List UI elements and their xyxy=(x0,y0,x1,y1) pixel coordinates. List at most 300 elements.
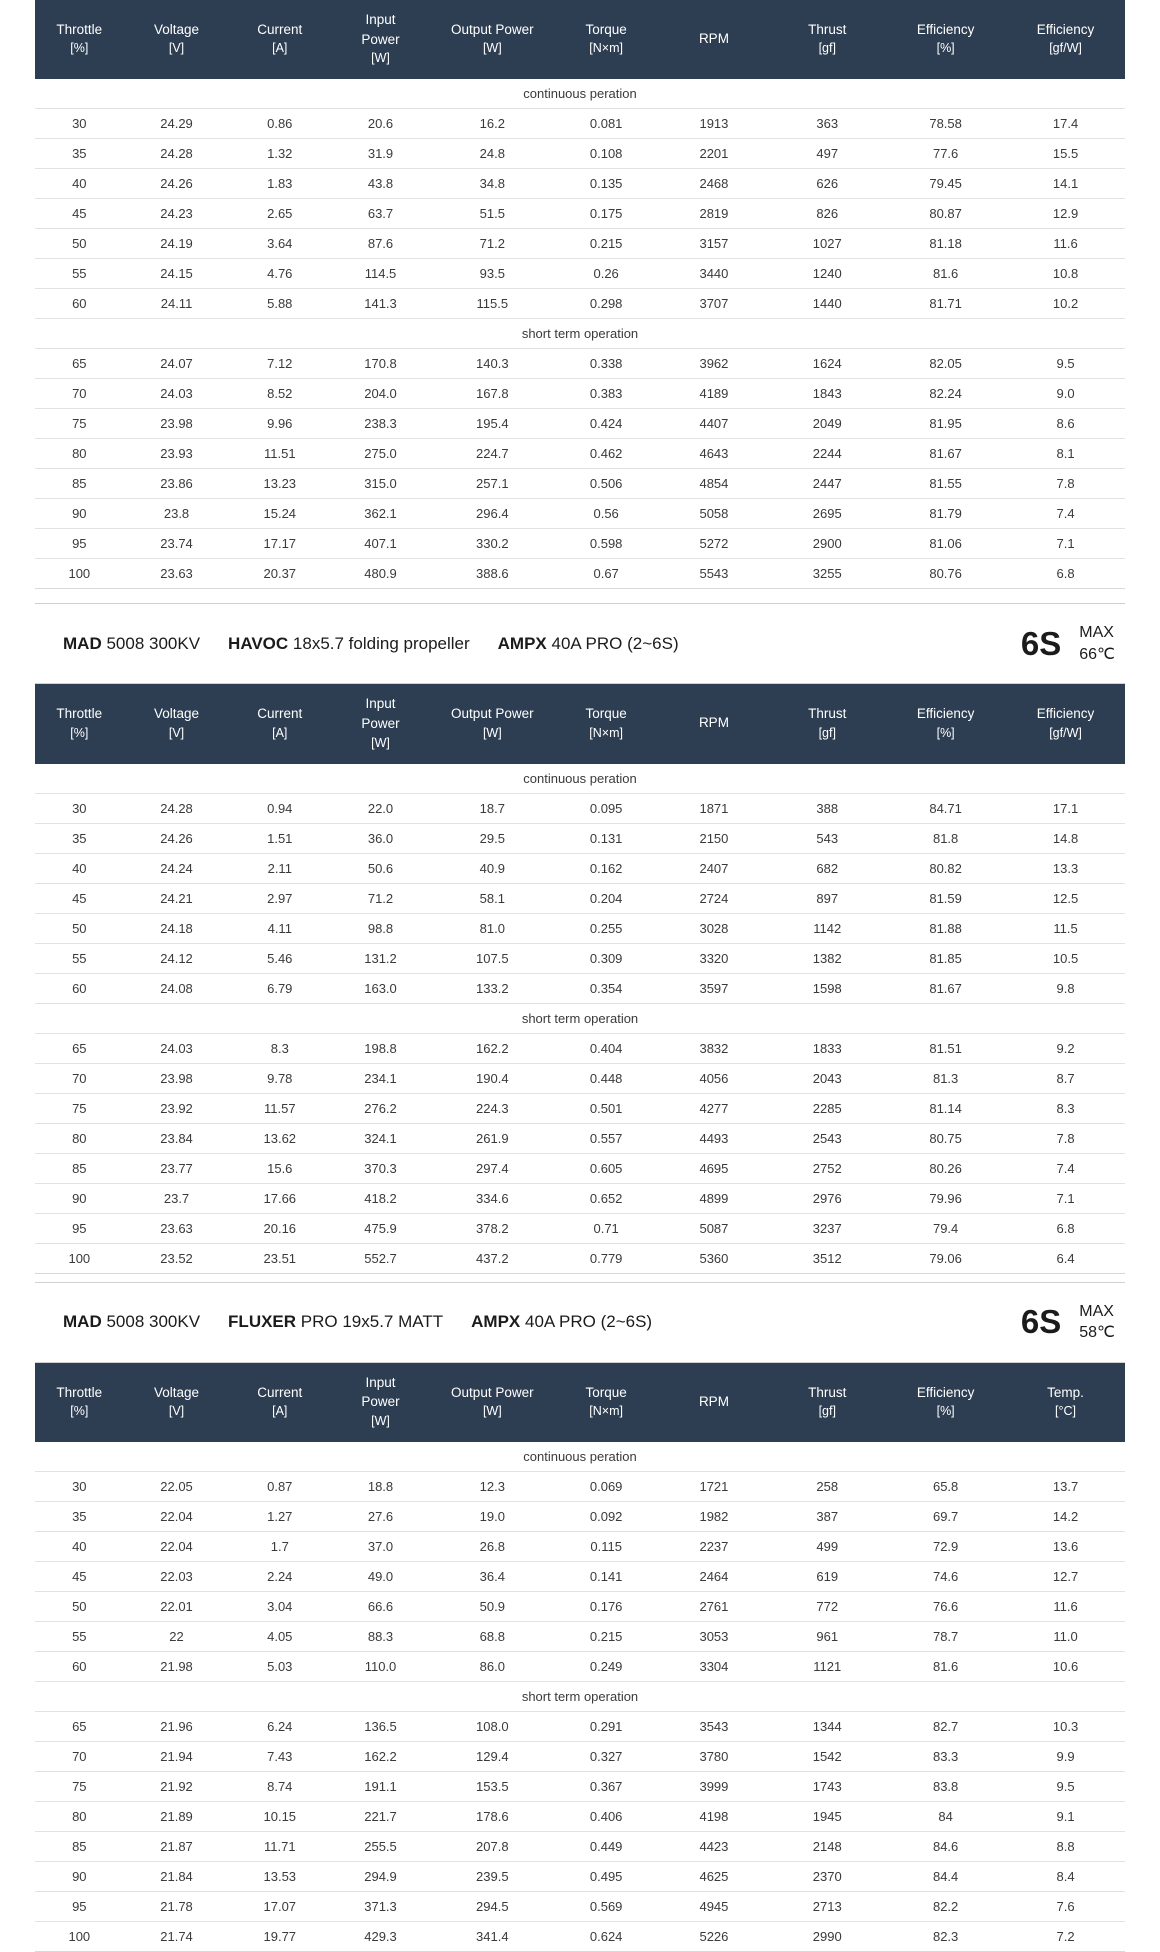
cell-current: 20.16 xyxy=(229,1213,330,1243)
cell-efficiency: 9.0 xyxy=(1006,379,1125,409)
table-row xyxy=(35,109,1125,139)
table-row xyxy=(35,1802,1125,1832)
cell-input-power: 110.0 xyxy=(330,1652,431,1682)
cell-input-power: 221.7 xyxy=(330,1802,431,1832)
table-row xyxy=(35,1892,1125,1922)
cell-efficiency: 81.67 xyxy=(885,973,1006,1003)
cell-output-power: 133.2 xyxy=(431,973,554,1003)
cell-efficiency: 10.5 xyxy=(1006,943,1125,973)
col-throttle: Throttle [%] xyxy=(35,1363,124,1442)
esc-spec xyxy=(498,634,679,654)
table-row xyxy=(35,289,1125,319)
cell-input-power: 131.2 xyxy=(330,943,431,973)
cell-throttle: 85 xyxy=(35,1153,124,1183)
table-row xyxy=(35,883,1125,913)
cell-thrust: 2285 xyxy=(769,1093,885,1123)
table-row xyxy=(35,139,1125,169)
cell-voltage: 24.28 xyxy=(124,139,230,169)
table-row xyxy=(35,349,1125,379)
cell-torque: 0.383 xyxy=(554,379,659,409)
cell-thrust: 3512 xyxy=(769,1243,885,1273)
cell-voltage: 24.03 xyxy=(124,379,230,409)
cell-rpm: 5226 xyxy=(659,1922,770,1952)
esc-brand: AMPX xyxy=(471,1312,521,1332)
cell-input-power: 88.3 xyxy=(330,1622,431,1652)
cell-rpm: 5087 xyxy=(659,1213,770,1243)
table-header-2 xyxy=(35,684,1125,763)
cell-torque: 0.309 xyxy=(554,943,659,973)
cell-torque: 0.095 xyxy=(554,793,659,823)
cell-current: 2.65 xyxy=(229,199,330,229)
section-label: short term operation xyxy=(35,319,1125,349)
table-row xyxy=(35,1243,1125,1273)
cell-throttle: 60 xyxy=(35,1652,124,1682)
cell-voltage: 24.24 xyxy=(124,853,230,883)
cell-efficiency: 81.88 xyxy=(885,913,1006,943)
cell-output-power: 18.7 xyxy=(431,793,554,823)
cell-thrust: 2990 xyxy=(769,1922,885,1952)
col-torque: Torque [N×m] xyxy=(554,0,659,79)
cell-input-power: 255.5 xyxy=(330,1832,431,1862)
table-row xyxy=(35,823,1125,853)
cell-voltage: 21.78 xyxy=(124,1892,230,1922)
cell-output-power: 108.0 xyxy=(431,1712,554,1742)
battery-cells-badge: 6S xyxy=(1020,1303,1062,1341)
cell-input-power: 204.0 xyxy=(330,379,431,409)
cell-efficiency: 81.95 xyxy=(885,409,1006,439)
cell-torque: 0.406 xyxy=(554,1802,659,1832)
cell-thrust: 3255 xyxy=(769,559,885,589)
cell-output-power: 34.8 xyxy=(431,169,554,199)
cell-efficiency: 77.6 xyxy=(885,139,1006,169)
esc-brand: AMPX xyxy=(497,633,547,653)
cell-efficiency: 72.9 xyxy=(885,1532,1006,1562)
cell-rpm: 4189 xyxy=(659,379,770,409)
cell-torque: 0.204 xyxy=(554,883,659,913)
cell-efficiency: 82.24 xyxy=(885,379,1006,409)
cell-output-power: 68.8 xyxy=(431,1622,554,1652)
cell-voltage: 21.84 xyxy=(124,1862,230,1892)
propeller-spec xyxy=(228,634,470,654)
cell-current: 15.24 xyxy=(229,499,330,529)
cell-input-power: 136.5 xyxy=(330,1712,431,1742)
performance-table-block-2 xyxy=(35,684,1125,1273)
cell-rpm: 2468 xyxy=(659,169,770,199)
cell-voltage: 21.74 xyxy=(124,1922,230,1952)
cell-efficiency: 8.7 xyxy=(1006,1063,1125,1093)
cell-current: 13.62 xyxy=(229,1123,330,1153)
cell-current: 13.23 xyxy=(229,469,330,499)
cell-rpm: 4277 xyxy=(659,1093,770,1123)
cell-output-power: 297.4 xyxy=(431,1153,554,1183)
table-row xyxy=(35,1622,1125,1652)
cell-rpm: 5272 xyxy=(659,529,770,559)
cell-input-power: 63.7 xyxy=(330,199,431,229)
propeller-model: PRO 19x5.7 MATT xyxy=(300,1312,444,1332)
cell-efficiency: 11.6 xyxy=(1006,229,1125,259)
cell-current: 8.74 xyxy=(229,1772,330,1802)
cell-torque: 0.327 xyxy=(554,1742,659,1772)
cell-rpm: 3962 xyxy=(659,349,770,379)
cell-rpm: 4625 xyxy=(659,1862,770,1892)
performance-table-3 xyxy=(35,1363,1125,1952)
table-row xyxy=(35,1772,1125,1802)
cell-torque: 0.115 xyxy=(554,1532,659,1562)
table-row xyxy=(35,1213,1125,1243)
cell-temp: 7.6 xyxy=(1006,1892,1125,1922)
cell-thrust: 1121 xyxy=(769,1652,885,1682)
cell-efficiency: 79.45 xyxy=(885,169,1006,199)
cell-voltage: 24.08 xyxy=(124,973,230,1003)
cell-temp: 10.6 xyxy=(1006,1652,1125,1682)
cell-temp: 7.2 xyxy=(1006,1922,1125,1952)
cell-output-power: 178.6 xyxy=(431,1802,554,1832)
table-row xyxy=(35,199,1125,229)
table-row xyxy=(35,973,1125,1003)
cell-efficiency: 7.4 xyxy=(1006,1153,1125,1183)
col-efficiency-pct: Efficiency [%] xyxy=(885,684,1006,763)
table-row xyxy=(35,169,1125,199)
cell-efficiency: 12.9 xyxy=(1006,199,1125,229)
cell-thrust: 2713 xyxy=(769,1892,885,1922)
cell-rpm: 5058 xyxy=(659,499,770,529)
cell-current: 1.83 xyxy=(229,169,330,199)
cell-throttle: 30 xyxy=(35,793,124,823)
battery-cells-badge: 6S xyxy=(1020,624,1062,662)
cell-torque: 0.162 xyxy=(554,853,659,883)
cell-input-power: 163.0 xyxy=(330,973,431,1003)
table-row xyxy=(35,259,1125,289)
cell-voltage: 24.26 xyxy=(124,169,230,199)
col-input-power: Input Power [W] xyxy=(330,684,431,763)
cell-temp: 13.7 xyxy=(1006,1472,1125,1502)
cell-throttle: 90 xyxy=(35,1862,124,1892)
cell-efficiency: 8.6 xyxy=(1006,409,1125,439)
cell-input-power: 480.9 xyxy=(330,559,431,589)
cell-efficiency: 80.26 xyxy=(885,1153,1006,1183)
cell-torque: 0.495 xyxy=(554,1862,659,1892)
cell-input-power: 407.1 xyxy=(330,529,431,559)
cell-current: 4.76 xyxy=(229,259,330,289)
esc-model: 40A PRO (2~6S) xyxy=(524,1312,653,1332)
cell-current: 17.66 xyxy=(229,1183,330,1213)
cell-thrust: 2543 xyxy=(769,1123,885,1153)
cell-input-power: 87.6 xyxy=(330,229,431,259)
cell-torque: 0.215 xyxy=(554,1622,659,1652)
cell-output-power: 378.2 xyxy=(431,1213,554,1243)
table-row xyxy=(35,1183,1125,1213)
header-row xyxy=(35,0,1125,79)
cell-efficiency: 7.1 xyxy=(1006,529,1125,559)
cell-output-power: 36.4 xyxy=(431,1562,554,1592)
cell-input-power: 36.0 xyxy=(330,823,431,853)
cell-throttle: 60 xyxy=(35,973,124,1003)
cell-torque: 0.501 xyxy=(554,1093,659,1123)
cell-efficiency: 81.85 xyxy=(885,943,1006,973)
table-row xyxy=(35,499,1125,529)
cell-efficiency: 80.87 xyxy=(885,199,1006,229)
cell-efficiency: 81.51 xyxy=(885,1033,1006,1063)
cell-efficiency: 82.05 xyxy=(885,349,1006,379)
section-label-row xyxy=(35,319,1125,349)
config-header-1 xyxy=(35,603,1125,684)
cell-output-power: 71.2 xyxy=(431,229,554,259)
cell-input-power: 31.9 xyxy=(330,139,431,169)
cell-thrust: 2900 xyxy=(769,529,885,559)
cell-thrust: 2049 xyxy=(769,409,885,439)
cell-thrust: 1440 xyxy=(769,289,885,319)
cell-voltage: 24.07 xyxy=(124,349,230,379)
table-row xyxy=(35,943,1125,973)
cell-thrust: 2244 xyxy=(769,439,885,469)
cell-throttle: 70 xyxy=(35,1063,124,1093)
table-row xyxy=(35,1033,1125,1063)
cell-torque: 0.605 xyxy=(554,1153,659,1183)
cell-rpm: 4423 xyxy=(659,1832,770,1862)
col-torque: Torque [N×m] xyxy=(554,1363,659,1442)
cell-output-power: 224.3 xyxy=(431,1093,554,1123)
cell-efficiency: 81.8 xyxy=(885,823,1006,853)
cell-input-power: 198.8 xyxy=(330,1033,431,1063)
cell-efficiency: 81.59 xyxy=(885,883,1006,913)
cell-voltage: 24.18 xyxy=(124,913,230,943)
cell-temp: 11.0 xyxy=(1006,1622,1125,1652)
max-temperature xyxy=(1079,622,1125,665)
cell-rpm: 2819 xyxy=(659,199,770,229)
cell-voltage: 23.77 xyxy=(124,1153,230,1183)
cell-voltage: 21.89 xyxy=(124,1802,230,1832)
cell-input-power: 141.3 xyxy=(330,289,431,319)
cell-input-power: 362.1 xyxy=(330,499,431,529)
cell-thrust: 543 xyxy=(769,823,885,853)
cell-voltage: 22.03 xyxy=(124,1562,230,1592)
cell-throttle: 75 xyxy=(35,1093,124,1123)
cell-efficiency: 80.75 xyxy=(885,1123,1006,1153)
cell-rpm: 3157 xyxy=(659,229,770,259)
cell-input-power: 370.3 xyxy=(330,1153,431,1183)
cell-current: 2.97 xyxy=(229,883,330,913)
cell-rpm: 2761 xyxy=(659,1592,770,1622)
cell-output-power: 50.9 xyxy=(431,1592,554,1622)
cell-thrust: 897 xyxy=(769,883,885,913)
cell-rpm: 3597 xyxy=(659,973,770,1003)
cell-output-power: 334.6 xyxy=(431,1183,554,1213)
cell-torque: 0.449 xyxy=(554,1832,659,1862)
cell-rpm: 3543 xyxy=(659,1712,770,1742)
cell-torque: 0.779 xyxy=(554,1243,659,1273)
cell-rpm: 4899 xyxy=(659,1183,770,1213)
section-label-row xyxy=(35,1003,1125,1033)
col-current: Current [A] xyxy=(229,0,330,79)
cell-efficiency: 12.5 xyxy=(1006,883,1125,913)
cell-input-power: 43.8 xyxy=(330,169,431,199)
cell-efficiency: 7.1 xyxy=(1006,1183,1125,1213)
cell-output-power: 195.4 xyxy=(431,409,554,439)
cell-output-power: 190.4 xyxy=(431,1063,554,1093)
cell-rpm: 4493 xyxy=(659,1123,770,1153)
cell-efficiency: 65.8 xyxy=(885,1472,1006,1502)
cell-thrust: 499 xyxy=(769,1532,885,1562)
cell-torque: 0.67 xyxy=(554,559,659,589)
cell-rpm: 4198 xyxy=(659,1802,770,1832)
cell-efficiency: 81.67 xyxy=(885,439,1006,469)
cell-current: 0.86 xyxy=(229,109,330,139)
cell-voltage: 23.93 xyxy=(124,439,230,469)
cell-rpm: 3053 xyxy=(659,1622,770,1652)
table-row xyxy=(35,1832,1125,1862)
max-temp-value: 66℃ xyxy=(1079,645,1115,663)
cell-rpm: 4695 xyxy=(659,1153,770,1183)
cell-efficiency: 81.6 xyxy=(885,259,1006,289)
propeller-model: 18x5.7 folding propeller xyxy=(292,633,470,653)
cell-output-power: 167.8 xyxy=(431,379,554,409)
table-row xyxy=(35,1153,1125,1183)
cell-output-power: 388.6 xyxy=(431,559,554,589)
cell-torque: 0.354 xyxy=(554,973,659,1003)
motor-spec xyxy=(63,634,200,654)
cell-output-power: 294.5 xyxy=(431,1892,554,1922)
cell-current: 0.87 xyxy=(229,1472,330,1502)
table-row xyxy=(35,1123,1125,1153)
cell-throttle: 80 xyxy=(35,1802,124,1832)
cell-thrust: 497 xyxy=(769,139,885,169)
cell-input-power: 66.6 xyxy=(330,1592,431,1622)
cell-temp: 14.2 xyxy=(1006,1502,1125,1532)
cell-throttle: 40 xyxy=(35,169,124,199)
performance-table-block-1 xyxy=(35,0,1125,589)
propeller-brand: FLUXER xyxy=(228,1312,297,1332)
cell-torque: 0.249 xyxy=(554,1652,659,1682)
cell-torque: 0.081 xyxy=(554,109,659,139)
cell-input-power: 162.2 xyxy=(330,1742,431,1772)
col-voltage: Voltage [V] xyxy=(124,684,230,763)
cell-thrust: 2752 xyxy=(769,1153,885,1183)
cell-output-power: 224.7 xyxy=(431,439,554,469)
cell-throttle: 35 xyxy=(35,823,124,853)
cell-output-power: 437.2 xyxy=(431,1243,554,1273)
cell-input-power: 315.0 xyxy=(330,469,431,499)
cell-throttle: 95 xyxy=(35,1892,124,1922)
cell-thrust: 1142 xyxy=(769,913,885,943)
section-label: continuous peration xyxy=(35,764,1125,794)
col-voltage: Voltage [V] xyxy=(124,1363,230,1442)
cell-current: 13.53 xyxy=(229,1862,330,1892)
cell-input-power: 49.0 xyxy=(330,1562,431,1592)
cell-efficiency: 78.58 xyxy=(885,109,1006,139)
cell-rpm: 3707 xyxy=(659,289,770,319)
cell-output-power: 93.5 xyxy=(431,259,554,289)
cell-rpm: 3320 xyxy=(659,943,770,973)
cell-torque: 0.255 xyxy=(554,913,659,943)
cell-efficiency: 8.3 xyxy=(1006,1093,1125,1123)
cell-throttle: 55 xyxy=(35,943,124,973)
cell-output-power: 296.4 xyxy=(431,499,554,529)
cell-efficiency: 84.71 xyxy=(885,793,1006,823)
cell-output-power: 19.0 xyxy=(431,1502,554,1532)
table-row xyxy=(35,1712,1125,1742)
col-thrust: Thrust [gf] xyxy=(769,0,885,79)
header-row xyxy=(35,1363,1125,1442)
cell-throttle: 50 xyxy=(35,913,124,943)
cell-efficiency: 7.8 xyxy=(1006,1123,1125,1153)
table-row xyxy=(35,1922,1125,1952)
cell-input-power: 170.8 xyxy=(330,349,431,379)
cell-efficiency: 76.6 xyxy=(885,1592,1006,1622)
cell-voltage: 23.52 xyxy=(124,1243,230,1273)
cell-output-power: 341.4 xyxy=(431,1922,554,1952)
table-row xyxy=(35,1562,1125,1592)
cell-current: 5.03 xyxy=(229,1652,330,1682)
col-temperature: Temp. [°C] xyxy=(1006,1363,1125,1442)
cell-throttle: 35 xyxy=(35,139,124,169)
table-row xyxy=(35,793,1125,823)
cell-torque: 0.092 xyxy=(554,1502,659,1532)
cell-throttle: 80 xyxy=(35,439,124,469)
table-row xyxy=(35,439,1125,469)
cell-temp: 8.8 xyxy=(1006,1832,1125,1862)
esc-spec xyxy=(471,1312,652,1332)
cell-voltage: 21.94 xyxy=(124,1742,230,1772)
cell-throttle: 65 xyxy=(35,349,124,379)
cell-voltage: 24.21 xyxy=(124,883,230,913)
section-label-row xyxy=(35,79,1125,109)
table-row xyxy=(35,409,1125,439)
cell-current: 11.71 xyxy=(229,1832,330,1862)
cell-throttle: 30 xyxy=(35,1472,124,1502)
cell-efficiency: 79.06 xyxy=(885,1243,1006,1273)
cell-throttle: 60 xyxy=(35,289,124,319)
cell-voltage: 23.8 xyxy=(124,499,230,529)
cell-throttle: 100 xyxy=(35,1243,124,1273)
cell-throttle: 40 xyxy=(35,853,124,883)
cell-voltage: 21.98 xyxy=(124,1652,230,1682)
cell-voltage: 23.84 xyxy=(124,1123,230,1153)
cell-thrust: 1344 xyxy=(769,1712,885,1742)
cell-input-power: 98.8 xyxy=(330,913,431,943)
cell-rpm: 1913 xyxy=(659,109,770,139)
cell-torque: 0.424 xyxy=(554,409,659,439)
cell-voltage: 23.63 xyxy=(124,1213,230,1243)
cell-throttle: 75 xyxy=(35,1772,124,1802)
cell-output-power: 24.8 xyxy=(431,139,554,169)
cell-current: 6.79 xyxy=(229,973,330,1003)
cell-thrust: 961 xyxy=(769,1622,885,1652)
cell-current: 20.37 xyxy=(229,559,330,589)
cell-temp: 9.1 xyxy=(1006,1802,1125,1832)
cell-thrust: 826 xyxy=(769,199,885,229)
cell-efficiency: 11.5 xyxy=(1006,913,1125,943)
cell-voltage: 24.15 xyxy=(124,259,230,289)
col-throttle: Throttle [%] xyxy=(35,684,124,763)
cell-thrust: 2447 xyxy=(769,469,885,499)
performance-table-block-3 xyxy=(35,1363,1125,1952)
cell-rpm: 4056 xyxy=(659,1063,770,1093)
cell-throttle: 95 xyxy=(35,1213,124,1243)
cell-temp: 12.7 xyxy=(1006,1562,1125,1592)
cell-current: 17.17 xyxy=(229,529,330,559)
cell-voltage: 24.29 xyxy=(124,109,230,139)
cell-output-power: 26.8 xyxy=(431,1532,554,1562)
cell-voltage: 22.04 xyxy=(124,1532,230,1562)
cell-rpm: 2237 xyxy=(659,1532,770,1562)
cell-efficiency: 81.3 xyxy=(885,1063,1006,1093)
table-body-1 xyxy=(35,79,1125,589)
cell-temp: 13.6 xyxy=(1006,1532,1125,1562)
cell-efficiency: 17.1 xyxy=(1006,793,1125,823)
cell-current: 23.51 xyxy=(229,1243,330,1273)
cell-current: 0.94 xyxy=(229,793,330,823)
cell-torque: 0.462 xyxy=(554,439,659,469)
